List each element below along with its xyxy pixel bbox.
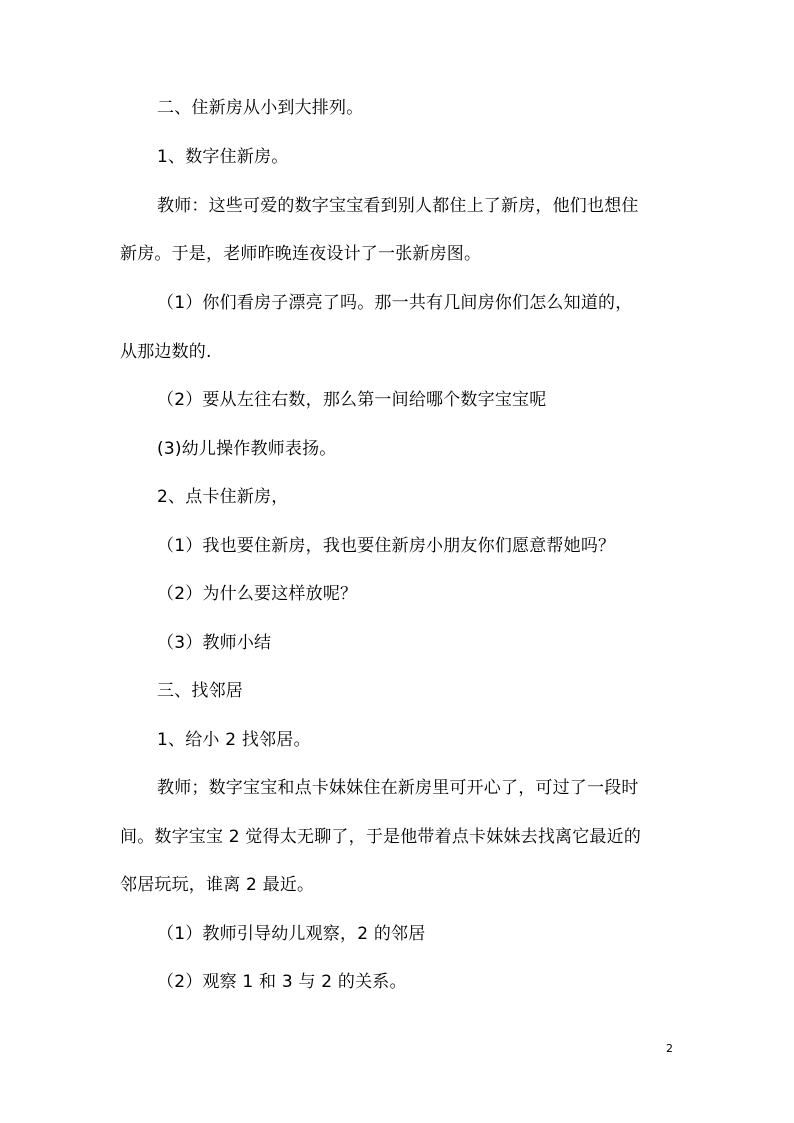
paragraph-dotcard-question-1: （1）我也要住新房，我也要住新房小朋友你们愿意帮她吗？ [157, 536, 616, 556]
paragraph-question-3: (3)幼儿操作教师表扬。 [157, 439, 337, 459]
paragraph-neighbor-teacher-line-2: 间。数字宝宝 2 觉得太无聊了，于是他带着点卡妹妹去找离它最近的 [120, 827, 642, 847]
paragraph-question-1-line-1: （1）你们看房子漂亮了吗。那一共有几间房你们怎么知道的， [157, 293, 633, 313]
paragraph-question-1-line-2: 从那边数的. [120, 342, 212, 362]
paragraph-dotcard-question-2: （2）为什么要这样放呢？ [157, 584, 358, 604]
page-number: 2 [666, 1042, 673, 1055]
paragraph-question-2: （2）要从左往右数，那么第一间给哪个数字宝宝呢 [157, 390, 547, 410]
paragraph-heading-two: 二、住新房从小到大排列。 [157, 98, 364, 118]
paragraph-subheading-2: 2、点卡住新房， [157, 487, 289, 507]
paragraph-neighbor-teacher-line-3: 邻居玩玩，谁离 2 最近。 [120, 875, 315, 895]
paragraph-neighbor-subheading: 1、给小 2 找邻居。 [157, 730, 311, 750]
paragraph-neighbor-question-2: （2）观察 1 和 3 与 2 的关系。 [157, 972, 407, 992]
paragraph-subheading-1: 1、数字住新房。 [157, 147, 289, 167]
paragraph-neighbor-question-1: （1）教师引导幼儿观察，2 的邻居 [157, 924, 426, 944]
paragraph-neighbor-teacher-line-1: 教师；数字宝宝和点卡妹妹住在新房里可开心了，可过了一段时 [157, 778, 639, 798]
paragraph-teacher-line-1: 教师：这些可爱的数字宝宝看到别人都住上了新房，他们也想住 [157, 196, 639, 216]
paragraph-teacher-line-2: 新房。于是，老师昨晚连夜设计了一张新房图。 [120, 244, 482, 264]
paragraph-heading-three: 三、找邻居 [157, 681, 243, 701]
paragraph-dotcard-question-3: （3）教师小结 [157, 633, 272, 653]
